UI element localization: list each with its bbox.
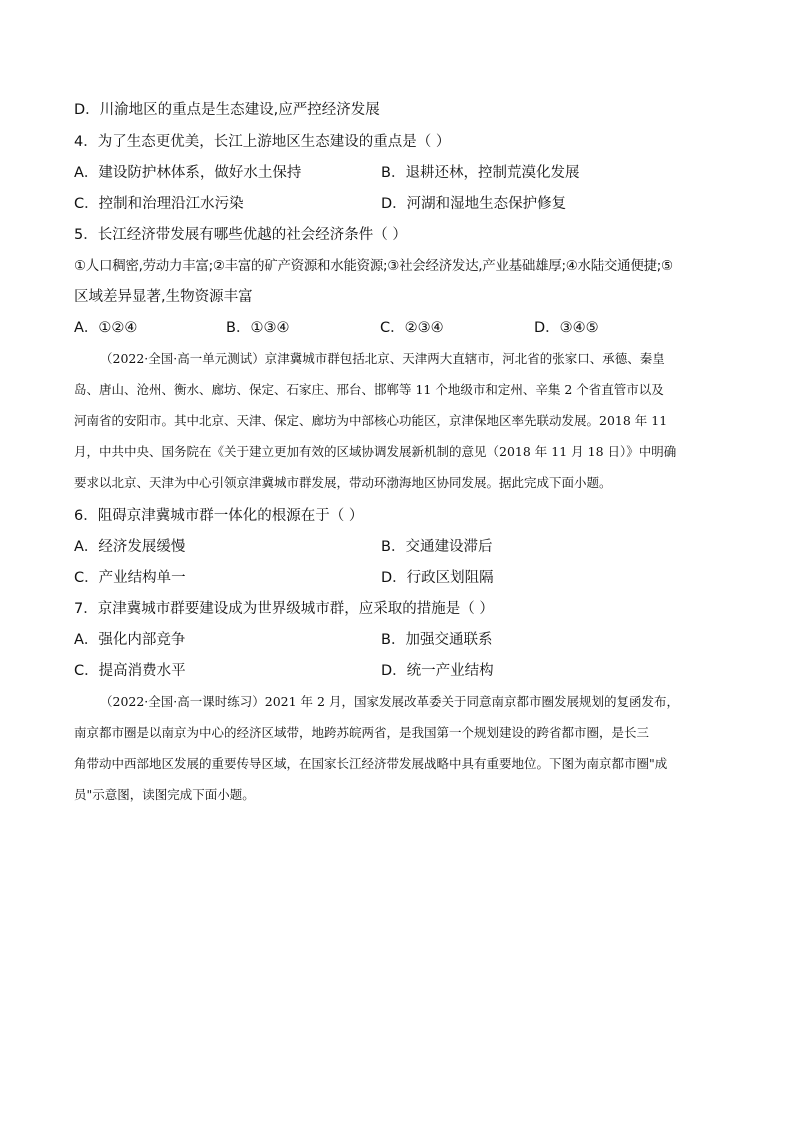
q5-items-line-1: ①人口稠密,劳动力丰富;②丰富的矿产资源和水能资源;③社会经济发达,产业基础雄厚;④水陆交通便捷;⑤ (74, 258, 673, 274)
q7-option-b: B．加强交通联系 (381, 632, 493, 648)
passage-line: 岛、唐山、沧州、衡水、廊坊、保定、石家庄、邢台、邯郸等 11 个地级市和定州、辛集 2 个省直管市以及 (74, 382, 664, 397)
q5-option-a: A．①②④ (74, 320, 138, 336)
question-6: 6．阻碍京津冀城市群一体化的根源在于（ ） (74, 508, 364, 524)
question-5: 5．长江经济带发展有哪些优越的社会经济条件（ ） (74, 227, 407, 243)
question-4: 4．为了生态更优美，长江上游地区生态建设的重点是（ ） (74, 134, 451, 150)
q3-option-d: D．川渝地区的重点是生态建设,应严控经济发展 (74, 102, 380, 118)
q7-option-c: C．提高消费水平 (74, 663, 186, 679)
q4-option-a: A．建设防护林体系，做好水土保持 (74, 165, 302, 181)
passage-line: 南京都市圈是以南京为中心的经济区域带，地跨苏皖两省，是我国第一个规划建设的跨省都市圈，是长三 (74, 725, 650, 740)
q6-option-b: B．交通建设滞后 (381, 539, 493, 555)
passage-line: 月，中共中央、国务院在《关于建立更加有效的区域协调发展新机制的意见（2018 年 11 月 18 日）》中明确 (74, 444, 677, 459)
q6-option-d: D．行政区划阻隔 (381, 570, 494, 586)
passage-line: （2022·全国·高一单元测试）京津冀城市群包括北京、天津两大直辖市，河北省的张家口、承德、秦皇 (100, 351, 665, 366)
passage-line: 要求以北京、天津为中心引领京津冀城市群发展，带动环渤海地区协同发展。据此完成下面小题。 (74, 475, 612, 490)
q5-items-line-2: 区域差异显著,生物资源丰富 (74, 289, 253, 305)
question-7: 7．京津冀城市群要建设成为世界级城市群，应采取的措施是（ ） (74, 601, 494, 617)
q7-option-a: A．强化内部竞争 (74, 632, 186, 648)
passage-line: 员"示意图，读图完成下面小题。 (74, 787, 255, 802)
q7-option-d: D．统一产业结构 (381, 663, 494, 679)
q5-option-d: D．③④⑤ (534, 320, 599, 336)
passage-line: （2022·全国·高一课时练习）2021 年 2 月，国家发展改革委关于同意南京都市圈发展规划的复函发布， (100, 694, 679, 709)
q5-option-b: B．①③④ (226, 320, 290, 336)
q6-option-a: A．经济发展缓慢 (74, 539, 186, 555)
passage-line: 角带动中西部地区发展的重要传导区域，在国家长江经济带发展战略中具有重要地位。下图为南京都市圈"成 (74, 756, 668, 771)
q4-option-b: B．退耕还林，控制荒漠化发展 (381, 165, 580, 181)
q5-option-c: C．②③④ (380, 320, 444, 336)
passage-line: 河南省的安阳市。其中北京、天津、保定、廊坊为中部核心功能区，京津保地区率先联动发展。2018 年 11 (74, 413, 668, 428)
q4-option-c: C．控制和治理沿江水污染 (74, 196, 244, 212)
q6-option-c: C．产业结构单一 (74, 570, 186, 586)
q4-option-d: D．河湖和湿地生态保护修复 (381, 196, 567, 212)
